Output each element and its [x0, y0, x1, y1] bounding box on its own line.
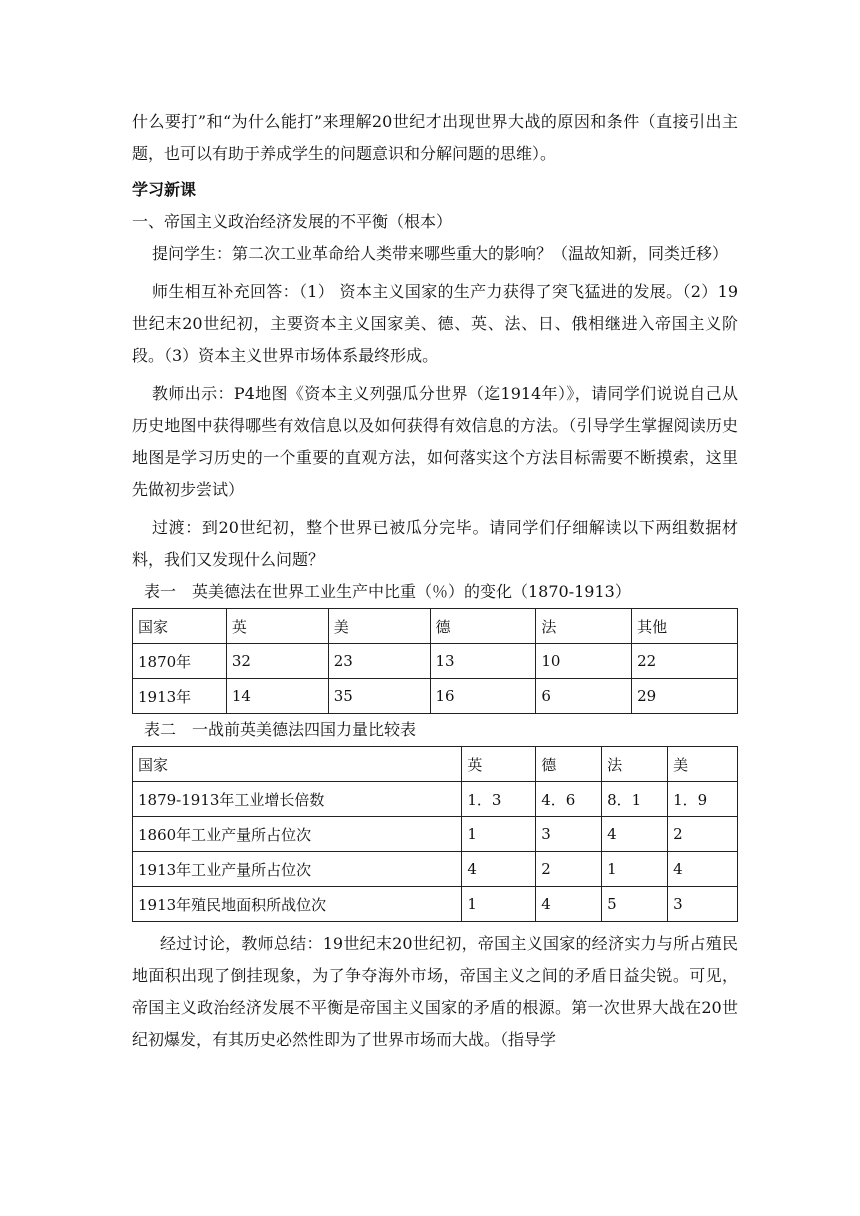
- table-cell: 德: [430, 609, 536, 644]
- paragraph-summary: 经过讨论，教师总结：19世纪末20世纪初，帝国主义国家的经济实力与所占殖民地面积出现了倒挂现象，为了争夺海外市场，帝国主义之间的矛盾日益尖锐。可见，帝国主义政治经济发展不平衡是帝国主义国家的矛盾的根源。第一次世界大战在20世纪初爆发，有其历史必然性即为了世界市场而大战。（指导学: [132, 934, 738, 1049]
- table-cell: 1: [462, 817, 536, 852]
- table-cell: 1860年工业产量所占位次: [133, 817, 462, 852]
- table-row: [133, 747, 738, 782]
- table-cell: 6: [536, 679, 632, 714]
- table2-caption: 表二 一战前英美德法四国力量比较表: [144, 720, 417, 739]
- table-cell: 1913年: [133, 679, 227, 714]
- table-row: [133, 782, 738, 817]
- table-row: [133, 609, 738, 644]
- table1-caption: 表一 英美德法在世界工业生产中比重（％）的变化（1870-1913）: [144, 582, 631, 601]
- table-cell: 14: [226, 679, 328, 714]
- table-cell: 美: [668, 747, 738, 782]
- table-cell: 法: [602, 747, 668, 782]
- table-row: [133, 817, 738, 852]
- paragraph-intro: 什么要打”和“为什么能打”来理解20世纪才出现世界大战的原因和条件（直接引出主题，也可以有助于养成学生的问题意识和分解问题的思维）。: [132, 112, 738, 163]
- table-cell: 4: [536, 887, 602, 922]
- table-cell: 32: [226, 644, 328, 679]
- table-cell: 4: [602, 817, 668, 852]
- table-cell: 1．3: [462, 782, 536, 817]
- table-cell: 国家: [133, 747, 462, 782]
- table-cell: 1: [602, 852, 668, 887]
- table-cell: 23: [328, 644, 430, 679]
- paragraph-map: 教师出示：P4地图《资本主义列强瓜分世界（迄1914年）》，请同学们说说自己从历史地图中获得哪些有效信息以及如何获得有效信息的方法。（引导学生掌握阅读历史地图是学习历史的一个重要的直观方法，如何落实这个方法目标需要不断摸索，这里先做初步尝试）: [132, 384, 738, 499]
- table-row: [133, 887, 738, 922]
- paragraph-transition: 过渡：到20世纪初，整个世界已被瓜分完毕。请同学们仔细解读以下两组数据材料，我们又发现什么问题？: [132, 518, 738, 569]
- table-cell: 4: [668, 852, 738, 887]
- table-cell: 2: [668, 817, 738, 852]
- table-cell: 1879-1913年工业增长倍数: [133, 782, 462, 817]
- table-row: [133, 852, 738, 887]
- table-cell: 1870年: [133, 644, 227, 679]
- table-cell: 13: [430, 644, 536, 679]
- table-cell: 1913年工业产量所占位次: [133, 852, 462, 887]
- table-cell: 35: [328, 679, 430, 714]
- table-cell: 1．9: [668, 782, 738, 817]
- table-row: [133, 644, 738, 679]
- table-cell: 国家: [133, 609, 227, 644]
- table-cell: 4: [462, 852, 536, 887]
- table-cell: 其他: [632, 609, 738, 644]
- table-cell: 英: [462, 747, 536, 782]
- table-cell: 1: [462, 887, 536, 922]
- paragraph-question: 提问学生：第二次工业革命给人类带来哪些重大的影响？（温故知新，同类迁移）: [152, 244, 729, 263]
- document-page: [132, 0, 738, 1056]
- table-cell: 3: [668, 887, 738, 922]
- table-cell: 3: [536, 817, 602, 852]
- table-cell: 4．6: [536, 782, 602, 817]
- section-heading: 学习新课: [132, 180, 197, 199]
- table2: [132, 746, 738, 922]
- table-cell: 2: [536, 852, 602, 887]
- table-cell: 10: [536, 644, 632, 679]
- table-cell: 美: [328, 609, 430, 644]
- table-cell: 德: [536, 747, 602, 782]
- table-cell: 22: [632, 644, 738, 679]
- table1: [132, 608, 738, 714]
- table-cell: 29: [632, 679, 738, 714]
- table-cell: 英: [226, 609, 328, 644]
- subsection-heading: 一、帝国主义政治经济发展的不平衡（根本）: [132, 212, 453, 231]
- table-cell: 16: [430, 679, 536, 714]
- paragraph-answer: 师生相互补充回答：（1） 资本主义国家的生产力获得了突飞猛进的发展。（2）19世纪末20世纪初，主要资本主义国家美、德、英、法、日、俄相继进入帝国主义阶段。（3）资本主义世界市场体系最终形成。: [132, 282, 738, 365]
- table-cell: 法: [536, 609, 632, 644]
- table-row: [133, 679, 738, 714]
- table-cell: 1913年殖民地面积所战位次: [133, 887, 462, 922]
- table-cell: 8．1: [602, 782, 668, 817]
- table-cell: 5: [602, 887, 668, 922]
